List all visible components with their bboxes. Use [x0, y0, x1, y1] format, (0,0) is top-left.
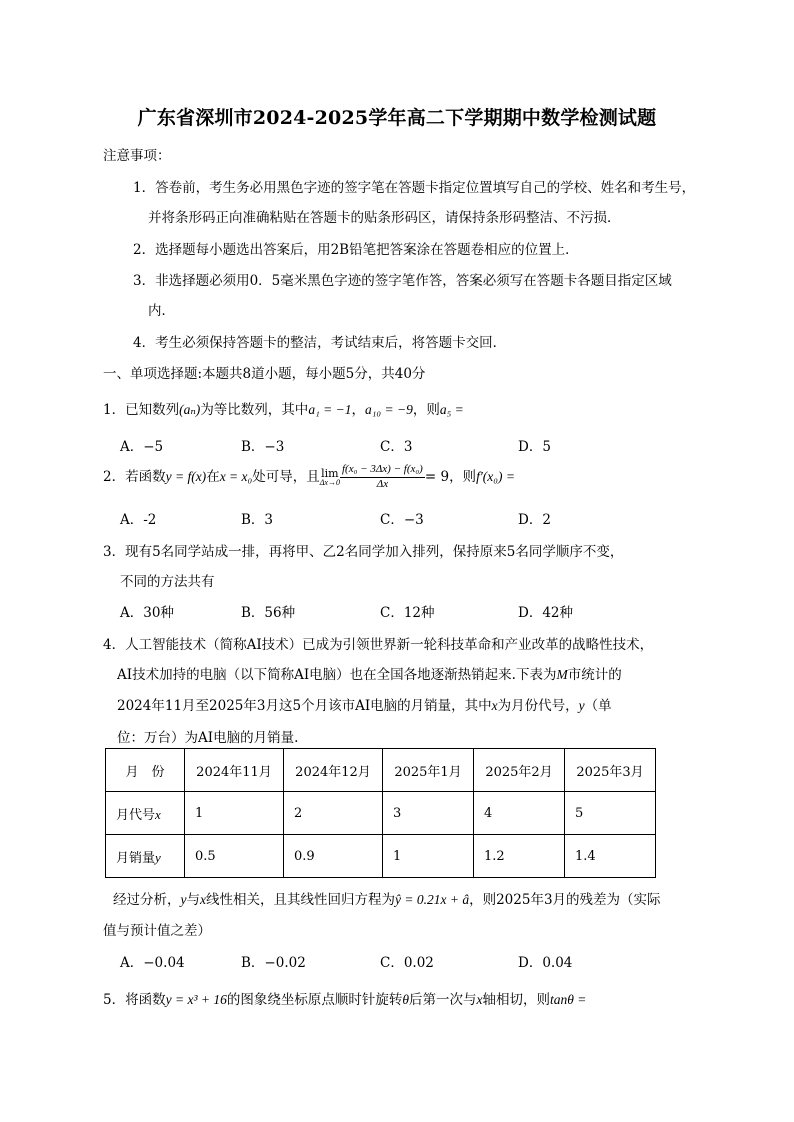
table-cell: 1 [185, 792, 284, 835]
notice-item-2: 2．选择题每小题选出答案后，用2B铅笔把答案涂在答题卷相应的位置上． [133, 242, 579, 258]
question-4-after-cont: 值与预计值之差） [103, 923, 211, 939]
question-1: 1．已知数列(aₙ)为等比数列，其中a₁ = −1，a₁₀ = −9，则a₅ = [103, 402, 464, 418]
table-cell: 1 [383, 835, 474, 878]
q2-option-c: C．−3 [380, 512, 424, 528]
table-cell: 0.5 [185, 835, 284, 878]
table-header-cell: 2025年3月 [565, 749, 656, 792]
notice-item-1: 1．答卷前，考生务必用黑色字迹的签字笔在答题卡指定位置填写自己的学校、姓名和考生号， [133, 180, 696, 196]
table-header-cell: 2024年11月 [185, 749, 284, 792]
notice-heading: 注意事项： [103, 148, 171, 164]
q2-limit: lim Δx→0 [319, 466, 340, 487]
question-4-line2: AI技术加持的电脑（以下简称AI电脑）也在全国各地逐渐热销起来.下表为M市统计的 [117, 667, 622, 683]
q2-at: x = x₀ [219, 468, 253, 484]
question-4: 4．人工智能技术（简称AI技术）已成为引领世界新一轮科技革命和产业改革的战略性技术， [103, 637, 654, 653]
table-header-cell: 2024年12月 [284, 749, 383, 792]
q2-deriv: f′(x₀) = [476, 468, 515, 484]
question-4-after: 经过分析，y与x线性相关，且其线性回归方程为ŷ = 0.21x + â，则2025年3月的残差为（实际 [113, 892, 661, 908]
table-row-label: 月代号x [106, 792, 185, 835]
question-3: 3．现有5名同学站成一排，再将甲、乙2名同学加入排列，保持原来5名同学顺序不变， [103, 544, 624, 560]
q4-option-c: C．0.02 [380, 955, 434, 971]
q1-seq: (aₙ) [179, 402, 201, 417]
q1-a5: a₅ = [439, 402, 464, 417]
table-cell: 0.9 [284, 835, 383, 878]
question-2 [103, 463, 515, 492]
q2-func: y = f(x) [165, 468, 207, 484]
q2-numerator: f(x₀ − 3Δx) − f(x₀) [340, 463, 425, 478]
q1-option-b: B．−3 [241, 439, 285, 455]
page-title: 广东省深圳市2024-2025学年高二下学期期中数学检测试题 [137, 107, 657, 129]
table-row [106, 792, 656, 835]
q1-mid: 为等比数列，其中 [200, 402, 309, 418]
notice-item-3-cont: 内． [148, 303, 175, 319]
table-cell: 1.2 [474, 835, 565, 878]
table-header-cell: 2025年1月 [383, 749, 474, 792]
table-row-label: 月销量y [106, 835, 185, 878]
question-5: 5．将函数y = x³ + 16的图象绕坐标原点顺时针旋转θ后第一次与x轴相切，则tanθ = [103, 992, 587, 1008]
question-3-cont: 不同的方法共有 [120, 574, 215, 590]
table-row [106, 835, 656, 878]
q4-option-d: D．0.04 [518, 955, 573, 971]
q4-option-b: B．−0.02 [241, 955, 306, 971]
notice-item-1-cont: 并将条形码正向准确粘贴在答题卡的贴条形码区，请保持条形码整洁、不污损． [148, 210, 621, 226]
q2-eq: = 9 [424, 468, 450, 485]
q2-mid2: 处可导，且 [252, 468, 320, 485]
sales-table [105, 748, 656, 878]
table-cell: 1.4 [565, 835, 656, 878]
q2-fraction [340, 463, 425, 492]
q2-prefix: 2．若函数 [103, 468, 166, 485]
q1-ask: ，则 [412, 402, 440, 418]
q1-a1: a₁ = −1 [308, 402, 352, 417]
table-header-cell: 2025年2月 [474, 749, 565, 792]
q2-option-a: A．-2 [120, 512, 157, 528]
table-cell: 2 [284, 792, 383, 835]
table-header-cell: 月 份 [106, 749, 185, 792]
q3-option-a: A．30种 [120, 605, 174, 621]
notice-item-3: 3．非选择题必须用0．5毫米黑色字迹的签字笔作答，答案必须写在答题卡各题目指定区域 [133, 273, 672, 289]
q1-a10: a₁₀ = −9 [364, 402, 413, 417]
q2-denominator: Δx [376, 477, 389, 490]
q3-option-b: B．56种 [241, 605, 296, 621]
q2-ask: ，则 [449, 468, 477, 485]
table-cell: 4 [474, 792, 565, 835]
q2-option-b: B．3 [241, 512, 274, 528]
table-row [106, 749, 656, 792]
q1-option-c: C．3 [380, 439, 413, 455]
q3-option-d: D．42种 [518, 605, 574, 621]
q1-prefix: 1．已知数列 [103, 402, 180, 418]
q4-option-a: A．−0.04 [120, 955, 185, 971]
q1-option-d: D．5 [518, 439, 551, 455]
q2-option-d: D．2 [518, 512, 551, 528]
q3-option-c: C．12种 [380, 605, 435, 621]
table-cell: 3 [383, 792, 474, 835]
q2-mid1: 在 [206, 468, 220, 485]
notice-item-4: 4．考生必须保持答题卡的整洁，考试结束后，将答题卡交回． [133, 335, 507, 351]
question-4-line4: 位：万台）为AI电脑的月销量. [117, 730, 299, 746]
section-heading: 一、单项选择题:本题共8道小题，每小题5分，共40分 [103, 366, 426, 382]
table-cell: 5 [565, 792, 656, 835]
question-4-line3: 2024年11月至2025年3月这5个月该市AI电脑的月销量，其中x为月份代号，y（单 [117, 698, 612, 714]
q1-option-a: A．−5 [120, 439, 164, 455]
